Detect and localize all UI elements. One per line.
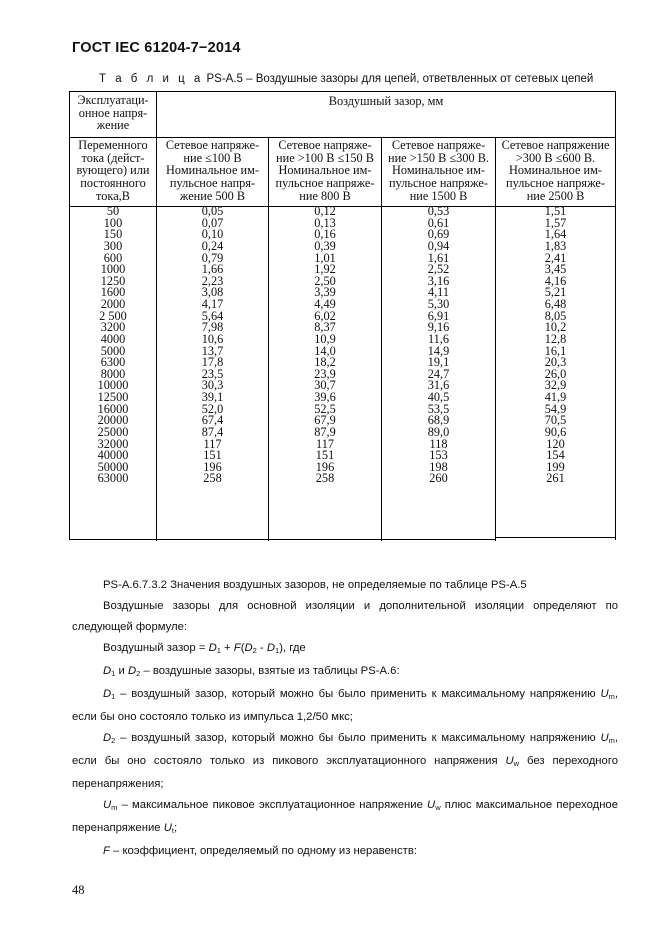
table-cell: 53,5 <box>427 401 450 416</box>
table-caption <box>99 73 593 85</box>
paragraph <box>72 684 618 728</box>
table-cell: 0,79 <box>201 250 224 265</box>
paragraph <box>72 728 618 795</box>
table-cell: 8,05 <box>544 308 567 323</box>
symbol: U <box>427 799 436 811</box>
table-cell: 8,37 <box>314 320 336 335</box>
document-title: ГОСТ IEC 61204-7−2014 <box>72 40 241 56</box>
table-cell: 153 <box>429 448 448 463</box>
header-line: Сетевое напряже- <box>278 138 372 152</box>
symbol: D <box>127 665 137 677</box>
table-cell: 10000 <box>97 378 129 393</box>
table-cell: 26,0 <box>544 366 567 381</box>
text-run: - <box>256 642 267 654</box>
table-cell: 1,66 <box>201 262 224 277</box>
text-run: ), где <box>279 642 306 654</box>
column-800v-values <box>269 206 381 485</box>
table-cell: 87,9 <box>314 424 336 439</box>
header-line: Сетевое напряже- <box>165 138 260 152</box>
header-line: Сетевое напряжение <box>501 138 610 152</box>
subscript: 2 <box>111 736 116 745</box>
table-cell: 10,6 <box>201 331 224 346</box>
symbol: D <box>103 688 112 700</box>
table-cell: 39,6 <box>314 390 336 404</box>
subscript: t <box>171 826 174 835</box>
subscript: 1 <box>111 669 116 678</box>
table-cell: 0,24 <box>201 238 224 253</box>
table-cell: 39,1 <box>201 390 224 404</box>
table-cell: 4,11 <box>427 285 450 300</box>
column-header-2500v <box>496 139 615 203</box>
table-cell: 0,94 <box>427 238 450 253</box>
table-cell: 260 <box>429 471 448 486</box>
header-line: постоянного <box>80 176 146 191</box>
header-line: Номинальное им- <box>166 163 259 178</box>
paragraph: Воздушные зазоры для основной изоляции и дополнительной изоляции определяют по следующей формуле: <box>72 600 618 633</box>
table-cell: 32,9 <box>544 378 567 393</box>
formula-line <box>72 638 618 661</box>
table-cell: 151 <box>203 448 222 463</box>
table-cell: 1,92 <box>314 262 336 277</box>
table-cell: 2,52 <box>427 262 450 277</box>
table-cell: 300 <box>103 238 123 253</box>
subscript: 1 <box>216 646 221 655</box>
subscript: m <box>111 803 118 812</box>
table-cell: 261 <box>546 471 565 486</box>
header-line: Номинальное им- <box>509 163 602 178</box>
table-cell: 120 <box>546 436 565 451</box>
page-number: 48 <box>72 883 85 897</box>
table-cell: 196 <box>315 459 335 474</box>
symbol: D <box>208 642 217 654</box>
symbol: U <box>163 822 172 834</box>
table-cell: 1250 <box>100 273 126 288</box>
symbol: D <box>244 642 253 654</box>
table-cell: 0,53 <box>427 204 450 218</box>
subscript: w <box>435 803 441 812</box>
column-500v-values <box>157 206 268 485</box>
table-cell: 1,01 <box>314 250 336 265</box>
table-cell: 40000 <box>97 448 129 463</box>
table-cell: 8000 <box>100 366 126 381</box>
table-cell: 0,16 <box>314 227 336 242</box>
table-cell: 10,2 <box>544 320 567 335</box>
table-cell: 3,16 <box>427 273 450 288</box>
table-cell: 150 <box>103 227 123 242</box>
table-cell: 4000 <box>100 331 126 346</box>
header-voltage-group <box>70 94 156 132</box>
text-run: – воздушные зазоры, взятые из таблицы PS-A.6: <box>140 665 400 677</box>
header-line: тока (дейст- <box>81 150 145 165</box>
text-run: ( <box>240 642 245 654</box>
table-cell: 4,16 <box>544 273 567 288</box>
text-run: и <box>115 665 128 677</box>
paragraph-heading: PS-A.6.7.3.2 Значения воздушных зазоров, не определяемые по таблице PS-A.5 <box>103 579 527 591</box>
table-caption-text: PS-A.5 – Воздушные зазоры для цепей, ответвленных от сетевых цепей <box>203 73 594 85</box>
symbol: U <box>103 799 112 811</box>
table-cell: 67,4 <box>201 413 224 428</box>
subscript: m <box>608 736 615 745</box>
table-cell: 6,02 <box>314 308 336 323</box>
header-line: Номинальное им- <box>392 163 485 178</box>
header-line: пульсное напря- <box>169 176 256 191</box>
header-line: пульсное напряже- <box>389 176 488 191</box>
paragraph <box>72 661 618 684</box>
header-line: ние >100 В ≤150 В <box>276 150 374 165</box>
table-cell: 2 500 <box>99 308 127 323</box>
table-cell: 14,9 <box>427 343 450 358</box>
subscript: m <box>608 692 615 701</box>
column-voltage-values <box>70 206 156 485</box>
table-cell: 17,8 <box>201 355 224 370</box>
subscript: 1 <box>111 692 116 701</box>
table-cell: 18,2 <box>314 355 336 370</box>
text-run: плюс максимальное переходное перенапряжение <box>72 799 618 834</box>
column-1500v-values <box>382 206 495 485</box>
table-cell: 1,57 <box>544 215 567 230</box>
column-header-800v <box>269 139 381 203</box>
table-cell: 5,30 <box>427 297 450 311</box>
table-cell: 4,17 <box>201 297 224 311</box>
table-cell: 90,6 <box>544 424 567 439</box>
table-cell: 41,9 <box>544 390 567 404</box>
text-run: без переходного перенапряжения; <box>72 755 618 790</box>
text-run: – коэффициент, определяемый по одному из неравенств: <box>109 845 417 857</box>
text-run: , если бы оно состояло только из импульса 1,2/50 мкс; <box>72 688 618 723</box>
column-header-1500v <box>382 139 495 203</box>
symbol: D <box>266 642 276 654</box>
table-cell: 2,23 <box>201 273 224 288</box>
symbol: D <box>103 665 112 677</box>
header-line: ние 2500 В <box>526 188 585 203</box>
table-cell: 19,1 <box>427 355 450 370</box>
table-cell: 3,08 <box>201 285 224 300</box>
body-text <box>72 575 618 862</box>
header-line: Сетевое напряже- <box>391 138 486 152</box>
symbol: F <box>103 845 110 857</box>
header-line: тока,В <box>96 188 130 203</box>
table-cell: 117 <box>316 436 334 451</box>
table-cell: 3,45 <box>544 262 567 277</box>
table-cell: 31,6 <box>427 378 450 393</box>
text-run: + <box>220 642 234 654</box>
table-cell: 5,64 <box>201 308 224 323</box>
text-run: – воздушный зазор, который можно бы было применить к максимальному напряжению <box>115 688 601 700</box>
header-line: ние ≤100 В <box>183 150 242 165</box>
table-cell: 100 <box>103 215 123 230</box>
header-line: жение 500 В <box>179 188 246 203</box>
subscript: 2 <box>136 669 141 678</box>
symbol: U <box>600 732 609 744</box>
table-cell: 1000 <box>100 262 126 277</box>
symbol: U <box>600 688 609 700</box>
header-line: ние 800 В <box>299 188 351 203</box>
header-clearance-group: Воздушный зазор, мм <box>328 94 444 108</box>
table-cell: 5000 <box>100 343 126 358</box>
table-cell: 1,61 <box>427 250 450 265</box>
table-cell: 6300 <box>100 355 126 370</box>
table-cell: 258 <box>203 471 222 486</box>
table-cell: 9,16 <box>427 320 450 335</box>
table-cell: 16,1 <box>544 343 567 358</box>
symbol: U <box>505 755 514 767</box>
table-cell: 4,49 <box>314 297 336 311</box>
table-cell: 63000 <box>97 471 129 486</box>
header-line: пульсное напряже- <box>506 176 605 191</box>
subscript: w <box>513 759 520 768</box>
table-cell: 24,7 <box>427 366 450 381</box>
table-cell: 10,9 <box>314 331 336 346</box>
table-cell: 1,64 <box>544 227 567 242</box>
table-cell: 70,5 <box>544 413 567 428</box>
table-cell: 198 <box>429 459 448 474</box>
table-cell: 0,39 <box>314 238 336 253</box>
text-run: , если бы оно состояло только из пикового эксплуатационного напряжения <box>72 732 618 767</box>
table-cell: 12500 <box>97 390 129 404</box>
table-cell: 6,91 <box>427 308 450 323</box>
table-bottom-border <box>495 537 616 538</box>
table-bottom-border <box>69 539 496 540</box>
table-cell: 87,4 <box>201 424 224 439</box>
header-line: онное напря- <box>78 105 148 120</box>
header-line: Переменного <box>78 138 148 152</box>
table-cell: 2000 <box>100 297 126 311</box>
column-header-voltage <box>70 139 156 203</box>
table-cell: 7,98 <box>201 320 224 335</box>
table-cell: 0,61 <box>427 215 450 230</box>
table-cell: 199 <box>546 459 565 474</box>
table-cell: 67,9 <box>314 413 336 428</box>
table-cell: 196 <box>203 459 222 474</box>
table-cell: 151 <box>315 448 335 463</box>
table-cell: 5,21 <box>544 285 567 300</box>
table-cell: 30,3 <box>201 378 224 393</box>
paragraph <box>72 841 618 862</box>
subscript: 2 <box>252 646 257 655</box>
table-cell: 89,0 <box>427 424 450 439</box>
table-cell: 20,3 <box>544 355 567 370</box>
header-line: пульсное напряже- <box>275 176 375 191</box>
table-cell: 52,5 <box>314 401 336 416</box>
table-cell: 258 <box>315 471 335 486</box>
table-cell: 14,0 <box>314 343 336 358</box>
text-run: – максимальное пиковое эксплуатационное напряжение <box>117 799 428 811</box>
table-cell: 0,07 <box>201 215 224 230</box>
symbol: F <box>233 642 241 654</box>
table-cell: 25000 <box>97 424 129 439</box>
table-cell: 16000 <box>97 401 129 416</box>
header-line: ние >150 В ≤300 В. <box>388 150 489 165</box>
header-line: жение <box>96 118 130 133</box>
header-line: Эксплуатаци- <box>77 93 149 107</box>
table-cell: 50 <box>106 204 120 218</box>
table-cell: 6,48 <box>544 297 567 311</box>
table-cell: 13,7 <box>201 343 224 358</box>
table-cell: 30,7 <box>314 378 336 393</box>
table-cell: 0,12 <box>314 204 336 218</box>
header-line: Номинальное им- <box>278 163 372 178</box>
table-cell: 1600 <box>100 285 126 300</box>
table-cell: 1,51 <box>544 204 567 218</box>
table-cell: 0,10 <box>201 227 224 242</box>
table-cell: 12,8 <box>544 331 567 346</box>
table-cell: 3,39 <box>314 285 336 300</box>
table-cell: 0,69 <box>427 227 450 242</box>
table-cell: 40,5 <box>427 390 450 404</box>
table-cell: 0,13 <box>314 215 336 230</box>
table-cell: 118 <box>429 436 448 451</box>
table-cell: 3200 <box>100 320 126 335</box>
header-line: >300 В ≤600 В. <box>515 150 596 165</box>
header-line: ние 1500 В <box>409 188 468 203</box>
text-run: – воздушный зазор, который можно бы было применить к максимальному напряжению <box>115 732 601 744</box>
header-line: вующего) или <box>76 163 150 178</box>
table-cell: 154 <box>546 448 565 463</box>
table-cell: 20000 <box>97 413 129 428</box>
table-cell: 68,9 <box>427 413 450 428</box>
table-cell: 600 <box>103 250 123 265</box>
table-cell: 0,05 <box>201 204 224 218</box>
clearance-table <box>69 91 616 540</box>
table-cell: 2,50 <box>314 273 336 288</box>
table-cell: 32000 <box>97 436 129 451</box>
table-cell: 54,9 <box>544 401 567 416</box>
table-cell: 50000 <box>97 459 129 474</box>
text-run: ; <box>173 822 178 834</box>
symbol: D <box>103 732 112 744</box>
table-cell: 23,5 <box>201 366 224 381</box>
table-cell: 117 <box>203 436 222 451</box>
column-header-500v <box>157 139 268 203</box>
table-cell: 2,41 <box>544 250 567 265</box>
text-run: Воздушный зазор = <box>103 642 209 654</box>
paragraph <box>72 795 618 841</box>
table-cell: 52,0 <box>201 401 224 416</box>
table-caption-prefix: Т а б л и ц а <box>99 73 204 85</box>
subscript: 1 <box>275 646 280 655</box>
table-cell: 11,6 <box>427 331 450 346</box>
table-cell: 1,83 <box>544 238 567 253</box>
column-2500v-values <box>496 206 615 485</box>
table-cell: 23,9 <box>314 366 336 381</box>
